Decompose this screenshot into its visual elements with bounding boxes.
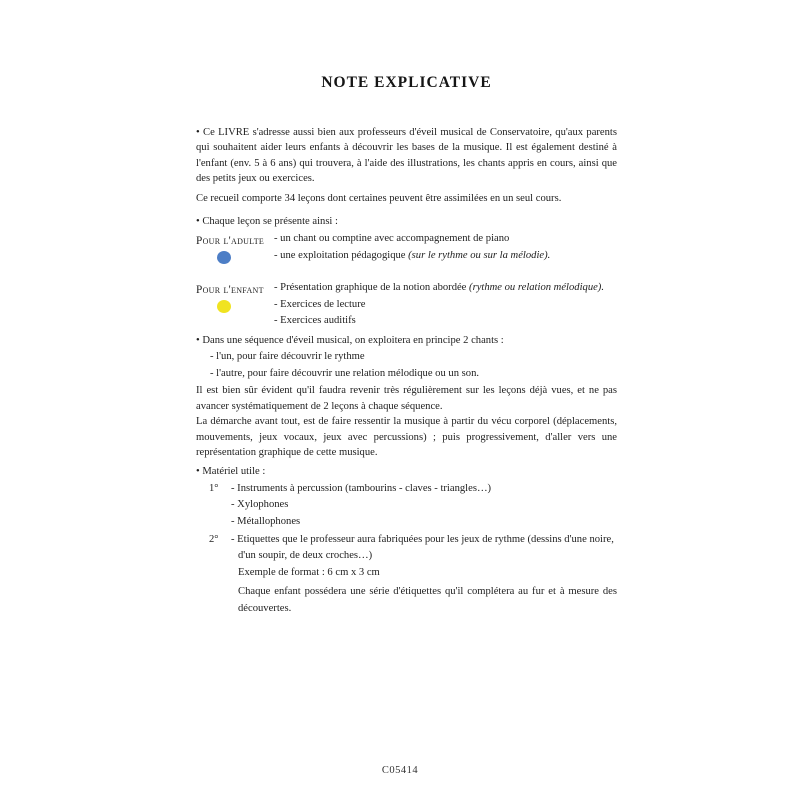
list-item: - Métallophones xyxy=(231,515,301,527)
material-item-2 xyxy=(196,532,617,618)
material-item-1 xyxy=(196,481,617,531)
child-marker-dot xyxy=(217,300,231,313)
child-label: Pour l'enfant xyxy=(196,284,264,297)
list-item xyxy=(274,231,617,248)
material-item-lines xyxy=(231,481,617,531)
adult-marker-dot xyxy=(217,251,231,264)
material-item-number: 1° xyxy=(209,482,219,494)
format-example: Exemple de format : 6 cm x 3 cm xyxy=(238,566,380,578)
list-item: - Instruments à percussion (tambourins - claves - triangles…) xyxy=(231,482,492,494)
lesson-structure-heading: • Chaque leçon se présente ainsi : xyxy=(196,216,338,228)
adult-section xyxy=(196,231,617,264)
list-item-text: - Présentation graphique de la notion abordée xyxy=(274,282,470,294)
list-item xyxy=(274,248,617,265)
list-item-text: - un chant ou comptine avec accompagnement de piano xyxy=(274,233,510,245)
plate-number: C05414 xyxy=(381,765,419,776)
recueil-note: Ce recueil comporte 34 leçons dont certaines peuvent être assimilées en un seul cours. xyxy=(196,192,562,204)
page-title: NOTE EXPLICATIVE xyxy=(321,74,492,91)
list-item: - Xylophones xyxy=(231,499,289,511)
list-item: - Etiquettes que le professeur aura fabriquées pour les jeux de rythme (dessins d'une noire, d'un soupir, de deux croches…) xyxy=(231,533,614,562)
list-item-italic: (sur le rythme ou sur la mélodie). xyxy=(408,249,551,261)
adult-label: Pour l'adulte xyxy=(196,235,265,248)
list-item: - l'un, pour faire découvrir le rythme xyxy=(210,351,365,363)
list-item-text: - une exploitation pédagogique xyxy=(274,249,409,261)
materials-section xyxy=(196,464,617,617)
sequence-heading: • Dans une séquence d'éveil musical, on exploitera en principe 2 chants : xyxy=(196,334,504,346)
child-items xyxy=(274,280,617,330)
list-item xyxy=(274,280,617,297)
list-item xyxy=(274,297,617,314)
page-content xyxy=(196,74,617,618)
advice-paragraph-1: Il est bien sûr évident qu'il faudra revenir très régulièrement sur les leçons déjà vues, et ne pas avancer systématiquement de 2 leçons à chaque séquence. xyxy=(196,385,617,412)
list-item-italic: (rythme ou relation mélodique). xyxy=(469,282,604,294)
material-item-lines xyxy=(231,532,617,618)
sequence-items xyxy=(196,349,617,382)
list-item-text: - Exercices de lecture xyxy=(274,298,366,310)
list-item: - l'autre, pour faire découvrir une relation mélodique ou un son. xyxy=(210,367,480,379)
adult-items xyxy=(274,231,617,264)
advice-paragraph-2: La démarche avant tout, est de faire ressentir la musique à partir du vécu corporel (déplacements, mouvements, jeux vocaux, jeux avec percussions) ; puis progressivement, d'aller vers une représentation graphique de cette musique. xyxy=(196,416,617,458)
adult-label-column xyxy=(196,231,274,264)
child-section xyxy=(196,280,617,330)
materials-heading: • Matériel utile : xyxy=(196,466,266,478)
list-item-text: - Exercices auditifs xyxy=(274,315,356,327)
child-label-column xyxy=(196,280,274,313)
list-item xyxy=(274,313,617,330)
intro-paragraph: • Ce LIVRE s'adresse aussi bien aux professeurs d'éveil musical de Conservatoire, qu'aux parents qui souhaitent aider leurs enfants à découvrir les bases de la musique. Il est également destiné à l'enfant (env. 5 à 6 ans) qui trouvera, à l'aide des illustrations, les chants appris en cours, ainsi que des petits jeux ou exercices. xyxy=(196,127,617,185)
material-item-number: 2° xyxy=(209,533,219,545)
labels-note: Chaque enfant possédera une série d'étiquettes qu'il complétera au fur et à mesure des découvertes. xyxy=(238,586,617,614)
